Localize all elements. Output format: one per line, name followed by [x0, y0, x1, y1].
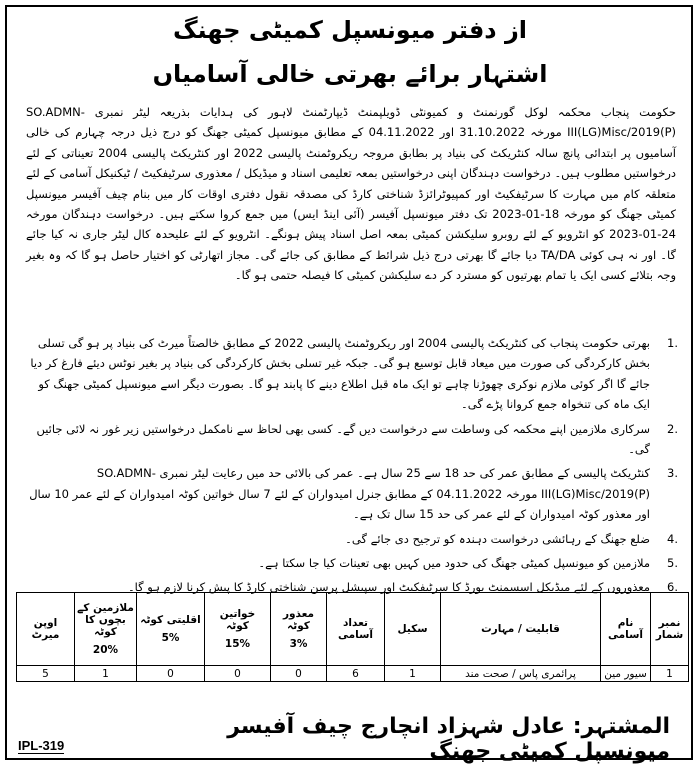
cell-serial: 1 [651, 666, 689, 682]
col-children-pct: 20% [92, 644, 119, 656]
condition-number: .2 [667, 421, 678, 436]
cell-children: 1 [75, 666, 137, 682]
condition-text: سرکاری ملازمین اپنے محکمہ کی وساطت سے درخواست دیں گے۔ کسی بھی لحاظ سے نامکمل درخواستیں زیر غور نہ لائی جائیں گی۔ [36, 421, 650, 457]
condition-item [20, 463, 684, 524]
cell-total: 6 [327, 666, 385, 682]
condition-text: ملازمین کو میونسپل کمیٹی جھنگ کی حدود میں کہیں بھی تعینات کیا جا سکتا ہے۔ [258, 556, 650, 571]
ad-heading: اشتہار برائے بھرتی خالی آسامیاں [152, 60, 548, 88]
vacancy-table [16, 592, 689, 682]
cell-minority: 0 [137, 666, 205, 682]
col-disabled-pct: 3% [289, 638, 308, 650]
col-minority-quota [137, 593, 205, 666]
col-women-pct: 15% [224, 638, 251, 650]
condition-item [20, 553, 684, 573]
col-children-label: ملازمین کے بچوں کا کوٹہ [77, 602, 134, 638]
cell-scale: 1 [385, 666, 441, 682]
condition-text: کنٹریکٹ پالیسی کے مطابق عمر کی حد 18 سے 25 سال ہے۔ عمر کی بالائی حد میں رعایت لیٹر نمبری SO.ADMN-III(LG)Misc/2019(P) مورخہ 04.11.2022 کے مطابق جنرل امیدواران کے لئے 7 سال خواتین کوٹہ امیدواران کے لئے عمر 10 سال اور معذور کوٹہ امیدواران کے لئے عمر کی حد 15 سال تک ہے۔ [29, 466, 650, 522]
col-disabled-quota [271, 593, 327, 666]
table-row [17, 666, 689, 682]
cell-post: سیور مین [601, 666, 651, 682]
condition-number: .5 [667, 556, 678, 571]
col-scale: سکیل [385, 593, 441, 666]
condition-number: .4 [667, 531, 678, 546]
condition-number: .1 [667, 336, 678, 350]
condition-number: .6 [667, 580, 678, 595]
col-open-merit: اوپن میرٹ [17, 593, 75, 666]
condition-text: معذوروں کے لئے میڈیکل اسسمنٹ بورڈ کا سرٹیفکیٹ اور سپیشل پرسن شناختی کارڈ کا پیش کرنا لازم ہو گا۔ [127, 580, 650, 595]
office-title: از دفتر میونسپل کمیٹی جھنگ [172, 16, 527, 44]
condition-text: بھرتی حکومت پنجاب کی کنٹریکٹ پالیسی 2004 اور ریکروٹمنٹ پالیسی 2022 کے مطابق خالصتاً میرٹ کی بنیاد پر ہو گی تسلی بخش کارکردگی کی صورت میں میعاد قابل توسیع ہو گی۔ جبکہ غیر تسلی بخش کارکردگی کی بنیاد پر بغیر نوٹس دیئے فارغ کر دیا جائے گا اگر کوئی ملازم نوکری چھوڑنا چاہے تو ایک ماہ قبل اطلاع دینے کا پابند ہو گا۔ بصورت دیگر اسے میونسپل کمیٹی جھنگ کو ایک ماہ کی تنخواہ جمع کروانا پڑے گی۔ [30, 336, 650, 412]
col-total: تعداد آسامی [327, 593, 385, 666]
condition-text: ضلع جھنگ کے رہائشی درخواست دہندہ کو ترجیح دی جائے گی۔ [345, 531, 650, 546]
intro-paragraph: حکومت پنجاب محکمہ لوکل گورنمنٹ و کمیونٹی ڈویلپمنٹ ڈیپارٹمنٹ لاہور کی ہدایات بذریعہ لیٹر نمبری SO.ADMN-III(LG)Misc/2019(P) مورخہ 31.10.2022 اور 04.11.2022 کے مطابق میونسپل کمیٹی جھنگ کو درج ذیل درجہ چہارم کی خالی آسامیوں پر ابتدائی پانچ سالہ کنٹریکٹ کی بنیاد پر بطابق مروجہ ریکروٹمنٹ پالیسی 2022 اور کنٹریکٹ پالیسی 2004 تعیناتی کے لئے درخواستیں مطلوب ہیں۔ درخواست دہندگان اپنی درخواستیں بمعہ تعلیمی اسناد و میڈیکل / معذوری سرٹیفکیٹ / ٹیکنیکل آسامی کے لئے متعلقہ کام میں مہارت کا سرٹیفکیٹ اور کمپیوٹرائزڈ شناختی کارڈ کی مصدقہ نقول دفتری اوقات کار میں بنام چیف آفیسر میونسپل کمیٹی جھنگ کو مورخہ 18-01-2023 تک دفتر میونسپل آفیسر (آئی اینڈ ایس) میں جمع کروا سکتے ہیں۔ درخواست دہندگان مورخہ 24-01-2023 کو انٹرویو کے لئے روبرو سلیکشن کمیٹی بمعہ اصل اسناد پیش ہونگے۔ انٹرویو کے لئے علیحدہ کال لیٹر جاری نہ کیا جائے گا۔ اور نہ ہی کوئی TA/DA دیا جائے گا بھرتی درج ذیل شرائط کے مطابق کی جائے گی۔ مجاز اتھارٹی کو اختیار حاصل ہو گا کہ وہ بغیر وجہ بتلائے کسی ایک یا تمام بھرتیوں کو مسترد کر دے سلیکشن کمیٹی کا فیصلہ حتمی ہو گا۔ [26, 105, 677, 283]
ipl-number: IPL-319 [18, 738, 65, 753]
cell-disabled: 0 [271, 666, 327, 682]
col-disabled-label: معذور کوٹہ [282, 608, 315, 632]
cell-women: 0 [205, 666, 271, 682]
cell-qualification: پرائمری پاس / صحت مند [441, 666, 601, 682]
col-minority-pct: 5% [161, 632, 180, 644]
col-post: نام آسامی [601, 593, 651, 666]
condition-number: .3 [667, 466, 678, 481]
col-children-quota [75, 593, 137, 666]
conditions-list [20, 333, 684, 602]
col-minority-label: اقلیتی کوٹہ [140, 614, 201, 626]
col-women-quota [205, 593, 271, 666]
advertiser-signature: المشتہر: عادل شہزاد انچارج چیف آفیسر میونسپل کمیٹی جھنگ [227, 714, 670, 764]
cell-open-merit: 5 [17, 666, 75, 682]
col-serial: نمبر شمار [651, 593, 689, 666]
col-qualification: قابلیت / مہارت [441, 593, 601, 666]
condition-item [20, 419, 684, 460]
condition-item [20, 529, 684, 549]
table-header-row [17, 593, 689, 666]
col-women-label: خواتین کوٹہ [219, 608, 256, 632]
condition-item [20, 333, 684, 415]
